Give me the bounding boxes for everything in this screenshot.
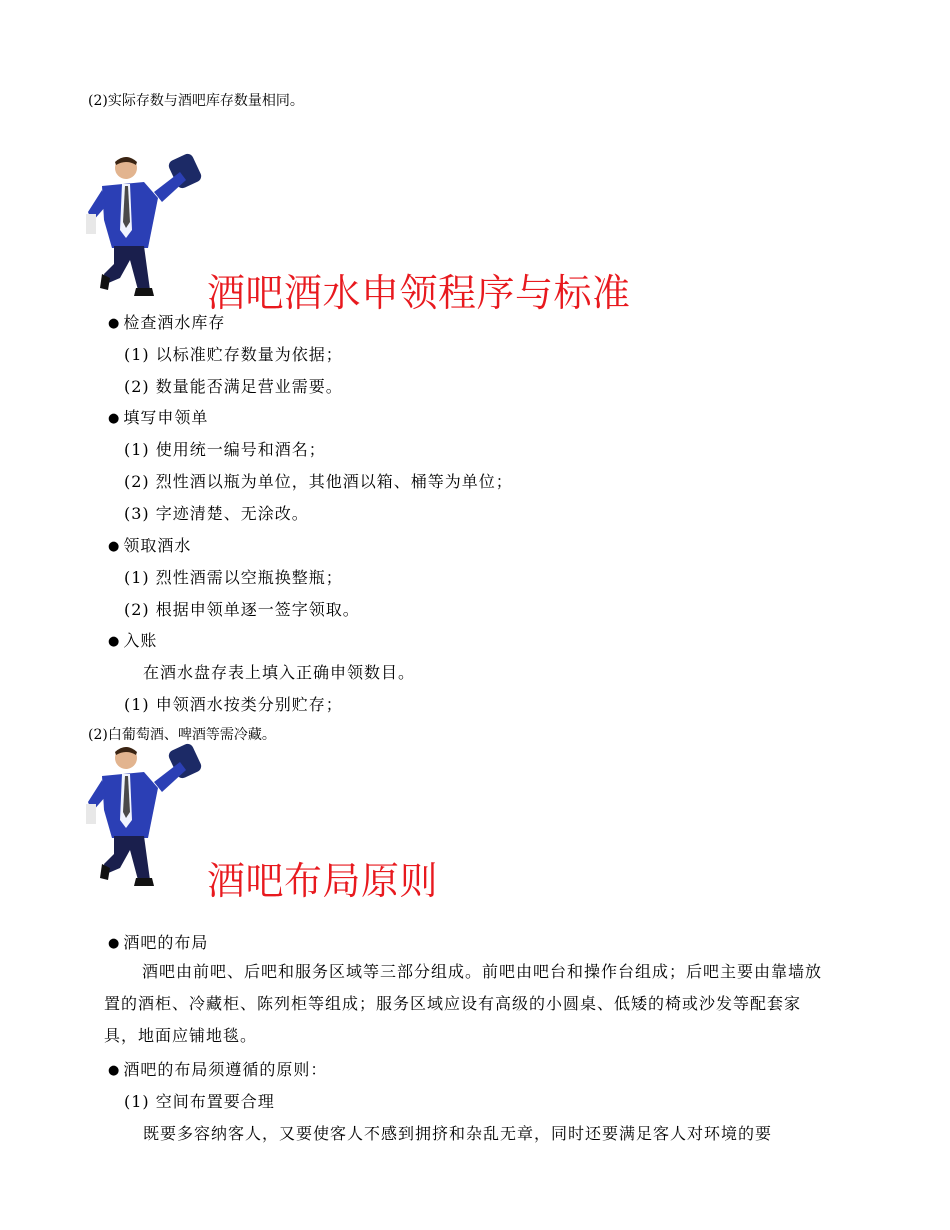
- list-item: (1) 以标准贮存数量为依据；: [124, 345, 343, 364]
- list-item: (1) 空间布置要合理: [124, 1092, 275, 1111]
- list-item: (1) 使用统一编号和酒名；: [124, 440, 326, 459]
- bullet-account: ● 入账: [108, 628, 157, 651]
- top-note: (2)实际存数与酒吧库存数量相同。: [88, 93, 304, 109]
- bullet-collect: ● 领取酒水: [108, 533, 191, 556]
- businessman-running-icon: [84, 740, 209, 892]
- list-item: (2) 数量能否满足营业需要。: [124, 377, 343, 396]
- bullet-check-stock: ● 检查酒水库存: [108, 310, 225, 333]
- bullet-layout: ● 酒吧的布局: [108, 930, 208, 953]
- bullet-fill-form: ● 填写申领单: [108, 405, 208, 428]
- list-item: (2) 根据申领单逐一签字领取。: [124, 600, 360, 619]
- list-item: (3) 字迹清楚、无涂改。: [124, 504, 309, 523]
- tail-note: (2)白葡萄酒、啤酒等需冷藏。: [88, 727, 276, 743]
- list-item: (2) 烈性酒以瓶为单位，其他酒以箱、桶等为单位；: [124, 472, 513, 491]
- businessman-running-icon: [84, 150, 209, 302]
- section2-title: 酒吧布局原则: [207, 859, 439, 903]
- principle-paragraph: 既要多容纳客人，又要使客人不感到拥挤和杂乱无章，同时还要满足客人对环境的要: [143, 1124, 773, 1143]
- bullet-principles: ● 酒吧的布局须遵循的原则：: [108, 1057, 327, 1080]
- section1-title: 酒吧酒水申领程序与标准: [207, 271, 631, 315]
- account-text: 在酒水盘存表上填入正确申领数目。: [143, 663, 416, 682]
- layout-paragraph: 酒吧由前吧、后吧和服务区域等三部分组成。前吧由吧台和操作台组成；后吧主要由靠墙放置的酒柜、冷藏柜、陈列柜等组成；服务区域应设有高级的小圆桌、低矮的椅或沙发等配套家具，地面应铺地毯。: [104, 962, 823, 1045]
- list-item: (1) 烈性酒需以空瓶换整瓶；: [124, 568, 343, 587]
- list-item: (1) 申领酒水按类分别贮存；: [124, 695, 343, 714]
